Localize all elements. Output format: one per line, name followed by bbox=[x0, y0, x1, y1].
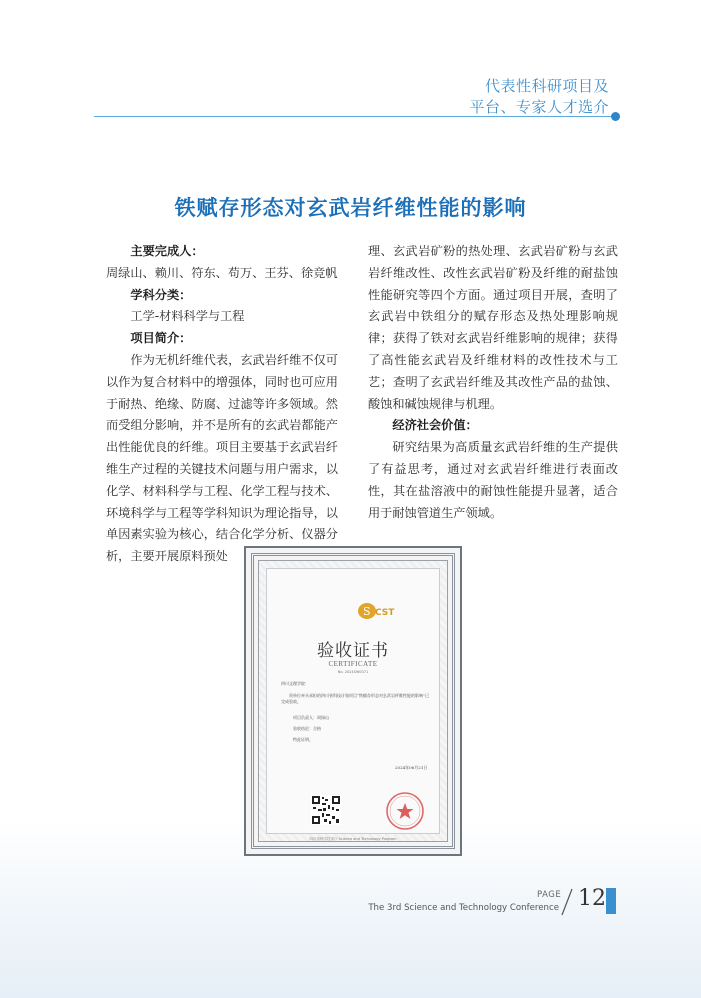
certificate-number: No. 2024SW0071 bbox=[337, 670, 369, 674]
intro-label: 项目简介： bbox=[130, 331, 192, 346]
certificate-body: 贵单位牵头承担的四川省科技计划项目“铁赋存形态对玄武岩纤维性能的影响”已完成验收。 bbox=[281, 693, 430, 704]
value-label: 经济社会价值： bbox=[392, 418, 478, 433]
footer-slash-icon bbox=[561, 888, 573, 916]
discipline-label: 学科分类： bbox=[130, 287, 192, 302]
certificate-leader: 项目负责人：周绿山 bbox=[293, 715, 329, 720]
section-title-line1: 代表性科研项目及 bbox=[484, 77, 609, 95]
page-number: 12 bbox=[578, 886, 606, 911]
certificate-paper bbox=[266, 568, 440, 841]
discipline-value: 工学-材料科学与工程 bbox=[130, 309, 245, 324]
footer-page-label: PAGE bbox=[537, 890, 562, 900]
svg-text:CST: CST bbox=[375, 608, 395, 618]
intro-text-part2: 理、玄武岩矿粉的热处理、玄武岩矿粉与玄武岩纤维改性、改性玄武岩矿粉及纤维的耐盐蚀性能研究等四个方面。通过项目开展，查明了玄武岩中铁组分的赋存形态及热处理影响规律；获得了铁对玄武岩纤维影响的规律；获得了高性能玄武岩及纤维材料的改性技术与工艺；查明了玄武岩纤维及其改性产品的盐蚀、酸蚀和碱蚀规律与机理。 bbox=[368, 244, 618, 411]
value-text: 研究结果为高质量玄武岩纤维的生产提供了有益思考，通过对玄武岩纤维进行表面改性，其在盐溶液中的耐蚀性能提升显著，适合用于耐蚀管道生产领域。 bbox=[368, 440, 618, 520]
completers-value: 周绿山、赖川、符东、苟万、王芬、徐竞帆 bbox=[106, 265, 338, 280]
official-seal-icon bbox=[385, 791, 425, 831]
qr-code-icon bbox=[311, 795, 341, 825]
certificate-footer: 四川省科学技术厅 Science and Technology Program bbox=[309, 837, 397, 841]
certificate-certify: 特此证明。 bbox=[293, 737, 313, 742]
footer-accent-bar bbox=[606, 888, 616, 914]
certificate-conclusion: 验收结论：合格 bbox=[293, 726, 321, 731]
article-title: 铁赋存形态对玄武岩纤维性能的影响 bbox=[174, 196, 527, 220]
certificate-date: 2024年06月21日 bbox=[395, 765, 428, 770]
svg-text:S: S bbox=[363, 605, 371, 618]
scst-logo-icon bbox=[353, 599, 403, 623]
section-title bbox=[469, 76, 609, 118]
header-rule bbox=[94, 116, 616, 117]
certificate-title: 验收证书 bbox=[317, 641, 389, 661]
intro-text-part1: 作为无机纤维代表，玄武岩纤维不仅可以作为复合材料中的增强体，同时也可应用于耐热、绝缘、防腐、过滤等许多领域。然而受组分影响，并不是所有的玄武岩都能产出性能优良的纤维。项目主要基于玄武岩纤维生产过程的关键技术问题与用户需求，以化学、材料科学与工程、化学工程与技术、环境科学与工程等学科知识为理论指导，以单因素实验为核心，结合化学分析、仪器分析，主要开展原料预处 bbox=[106, 352, 338, 564]
right-column bbox=[368, 241, 618, 524]
certificate-image bbox=[244, 546, 462, 856]
footer-conference: The 3rd Science and Technology Conference bbox=[368, 903, 559, 913]
header-dot bbox=[611, 112, 620, 121]
left-column bbox=[106, 241, 338, 568]
section-title-line2: 平台、专家人才选介 bbox=[469, 98, 609, 116]
completers-label: 主要完成人： bbox=[130, 244, 204, 258]
certificate-recipient: 四川文理学院： bbox=[281, 681, 309, 686]
certificate-subtitle: CERTIFICATE bbox=[328, 660, 378, 668]
